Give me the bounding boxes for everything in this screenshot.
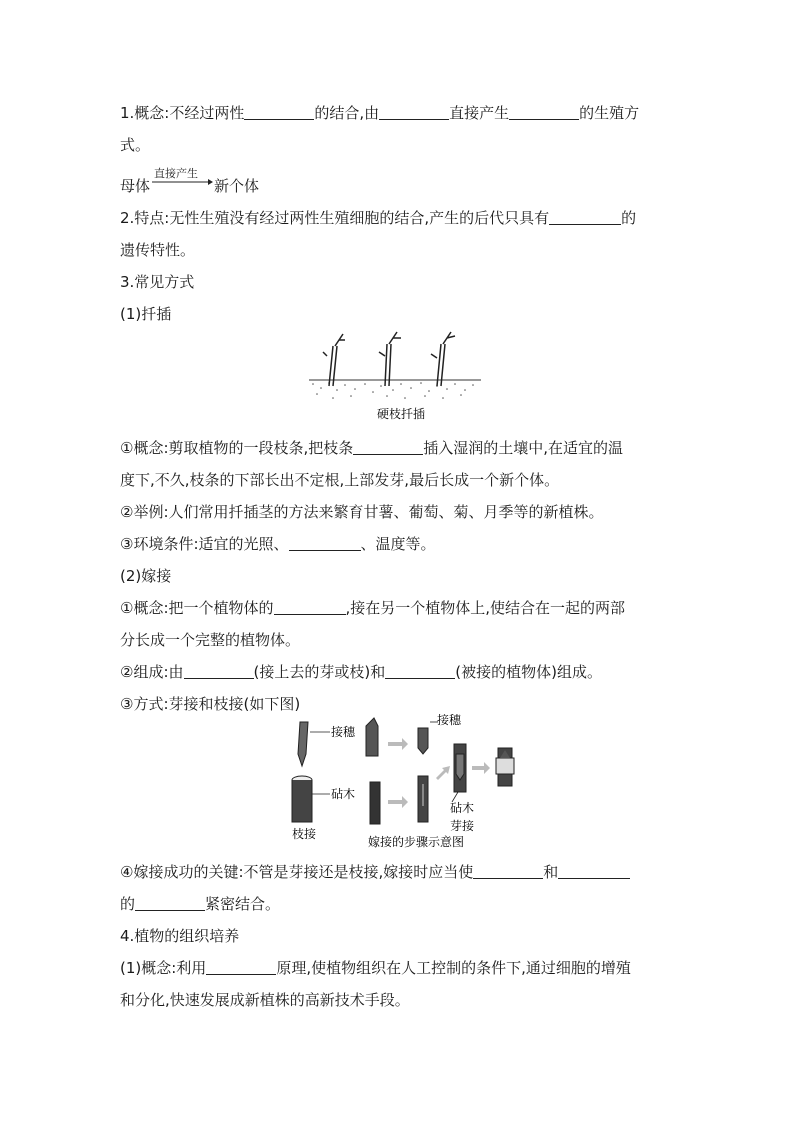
concept-line-2: 式。: [120, 136, 151, 154]
grafting-key-text-d: 紧密结合。: [205, 895, 281, 913]
answer-blank[interactable]: [558, 862, 630, 879]
bud-rootstock-label: 砧木: [450, 801, 475, 815]
grafting-concept-text-a: ①概念:把一个植物体的: [120, 599, 274, 617]
grafting-concept-text-b: ,接在另一个植物体上,使结合在一起的两部: [345, 599, 626, 617]
formula-arrow-label: 直接产生: [154, 167, 199, 180]
concept-text-b: 的结合,由: [314, 104, 380, 122]
cutting-concept-line-2: 度下,不久,枝条的下部长出不定根,上部发芽,最后长成一个新个体。: [120, 471, 560, 489]
grafting-steps-figure: [278, 714, 538, 854]
soil: [309, 380, 481, 399]
tissue-concept-text-a: (1)概念:利用: [120, 959, 207, 977]
answer-blank[interactable]: [385, 662, 455, 679]
figure-caption: 硬枝扦插: [377, 407, 426, 421]
step-arrow: [472, 762, 490, 774]
concept-text-a: 1.概念:不经过两性: [120, 104, 245, 122]
step-arrow: [436, 766, 450, 780]
cutting-stem: [379, 332, 401, 386]
bud-graft-label: 芽接: [450, 819, 475, 833]
concept-text-d: 的生殖方: [579, 104, 640, 122]
cutting-concept-text-b: 插入湿润的土壤中,在适宜的温: [423, 439, 624, 457]
concept-text-c: 直接产生: [449, 104, 510, 122]
grafting-composition: [120, 662, 602, 682]
grafting-heading: (2)嫁接: [120, 567, 172, 585]
feature-text-a: 2.特点:无性生殖没有经过两性生殖细胞的结合,产生的后代只具有: [120, 209, 550, 227]
grafting-key-text-b: 和: [543, 863, 559, 881]
grafting-concept-line-2: 分长成一个完整的植物体。: [120, 631, 301, 649]
cutting-environment: [120, 534, 436, 554]
bud-scion-label: 接穗: [437, 714, 462, 727]
answer-blank[interactable]: [135, 894, 205, 911]
answer-blank[interactable]: [509, 103, 579, 120]
cutting-stem: [431, 332, 455, 386]
step-arrow: [388, 796, 408, 808]
answer-blank[interactable]: [379, 103, 449, 120]
tissue-heading: 4.植物的组织培养: [120, 927, 240, 945]
tissue-concept-line-1: [120, 958, 631, 978]
feature-line-2: 遗传特性。: [120, 241, 196, 259]
grafting-key-line-2: [120, 894, 280, 914]
grafting-comp-text-a: ②组成:由: [120, 663, 184, 681]
cutting-env-text-a: ③环境条件:适宜的光照、: [120, 535, 289, 553]
scion-label: 接穗: [331, 725, 356, 739]
answer-blank[interactable]: [473, 862, 543, 879]
grafting-comp-text-c: (被接的植物体)组成。: [455, 663, 602, 681]
methods-heading: 3.常见方式: [120, 273, 195, 291]
feature-text-b: 的: [621, 209, 637, 227]
grafting-key-text-a: ④嫁接成功的关键:不管是芽接还是枝接,嫁接时应当使: [120, 863, 474, 881]
cutting-stem: [323, 334, 345, 386]
bud-graft-stock: [370, 782, 380, 824]
cutting-env-text-b: 、温度等。: [360, 535, 436, 553]
grafting-concept-line-1: [120, 598, 625, 618]
answer-blank[interactable]: [274, 598, 346, 615]
answer-blank[interactable]: [353, 438, 423, 455]
formula-offspring: 新个体: [214, 177, 260, 195]
rootstock-label: 砧木: [331, 787, 356, 801]
rootstock-stump: [292, 776, 312, 822]
feature-line-1: [120, 208, 636, 228]
answer-blank[interactable]: [289, 534, 361, 551]
grafting-comp-text-b: (接上去的芽或枝)和: [253, 663, 386, 681]
scion-branch: [298, 722, 308, 766]
grafting-method: ③方式:芽接和枝接(如下图): [120, 695, 301, 713]
reproduction-formula: [120, 167, 260, 196]
cutting-heading: (1)扦插: [120, 305, 172, 323]
grafting-key-text-c: 的: [120, 895, 136, 913]
tissue-concept-line-2: 和分化,快速发展成新植株的高新技术手段。: [120, 991, 410, 1009]
bud-graft-cut-stock: [418, 776, 428, 822]
answer-blank[interactable]: [244, 103, 314, 120]
hardwood-cutting-figure: [305, 326, 485, 422]
step-arrow: [388, 738, 408, 750]
figure-caption: 嫁接的步骤示意图: [368, 835, 465, 849]
answer-blank[interactable]: [549, 208, 621, 225]
cutting-concept-text-a: ①概念:剪取植物的一段枝条,把枝条: [120, 439, 354, 457]
formula-arrow: [150, 167, 214, 196]
answer-blank[interactable]: [206, 958, 276, 975]
bud-graft-joined: [454, 744, 466, 792]
bud-graft-bound: [496, 748, 514, 786]
formula-parent: 母体: [120, 177, 151, 195]
tissue-concept-text-b: 原理,使植物组织在人工控制的条件下,通过细胞的增殖: [276, 959, 631, 977]
bud-scion: [418, 728, 428, 754]
concept-line-1: [120, 103, 639, 123]
bud-graft-step-1: [366, 718, 378, 756]
cutting-concept-line-1: [120, 438, 623, 458]
branch-graft-label: 枝接: [292, 827, 317, 841]
grafting-key-line-1: [120, 862, 630, 882]
answer-blank[interactable]: [184, 662, 254, 679]
cutting-example: ②举例:人们常用扦插茎的方法来繁育甘薯、葡萄、菊、月季等的新植株。: [120, 503, 604, 521]
